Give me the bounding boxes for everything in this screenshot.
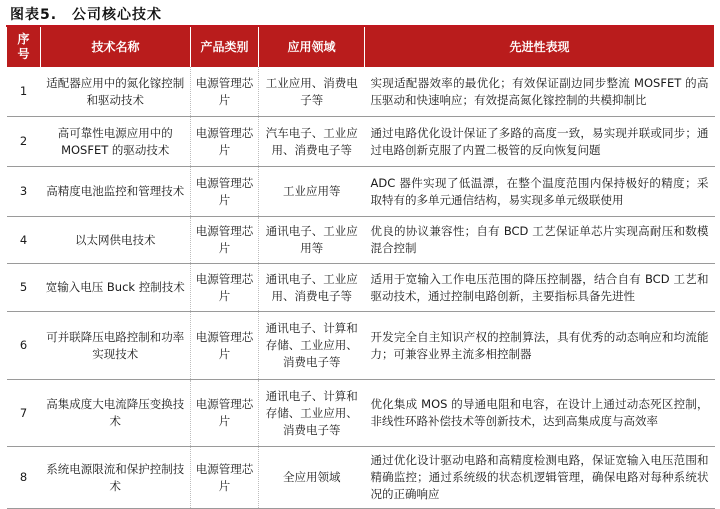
cell-category: 电源管理芯片	[191, 264, 259, 312]
cell-tech-name: 系统电源限流和保护控制技术	[41, 447, 191, 509]
figure-title: 图表5. 公司核心技术	[10, 7, 163, 23]
cell-category: 电源管理芯片	[191, 380, 259, 447]
cell-seq: 8	[7, 447, 41, 509]
cell-application: 汽车电子、工业应用、消费电子等	[259, 117, 365, 167]
table-row	[7, 217, 715, 264]
cell-tech-name: 高集成度大电流降压变换技术	[41, 380, 191, 447]
cell-advantage: 实现适配器效率的最优化；有效保证副边同步整流 MOSFET 的高压驱动和快速响应；有效提高氮化镓控制的共模抑制比	[365, 67, 715, 117]
cell-tech-name: 高可靠性电源应用中的 MOSFET 的驱动技术	[41, 117, 191, 167]
table-row	[7, 447, 715, 509]
cell-seq: 2	[7, 117, 41, 167]
cell-advantage: 优良的协议兼容性；自有 BCD 工艺保证单芯片实现高耐压和数模混合控制	[365, 217, 715, 264]
header-application: 应用领域	[259, 27, 365, 67]
table-row	[7, 380, 715, 447]
cell-application: 工业应用等	[259, 167, 365, 217]
cell-seq: 4	[7, 217, 41, 264]
core-technology-table	[6, 27, 715, 509]
cell-category: 电源管理芯片	[191, 217, 259, 264]
header-advantage: 先进性表现	[365, 27, 715, 67]
table-row	[7, 312, 715, 380]
table-row	[7, 117, 715, 167]
cell-seq: 5	[7, 264, 41, 312]
figure-title-bar	[6, 3, 714, 27]
cell-advantage: ADC 器件实现了低温漂，在整个温度范围内保持极好的精度；采取特有的多单元通信结构，易实现多单元级联使用	[365, 167, 715, 217]
cell-seq: 3	[7, 167, 41, 217]
cell-category: 电源管理芯片	[191, 117, 259, 167]
cell-tech-name: 高精度电池监控和管理技术	[41, 167, 191, 217]
cell-tech-name: 以太网供电技术	[41, 217, 191, 264]
cell-advantage: 开发完全自主知识产权的控制算法，具有优秀的动态响应和均流能力；可兼容业界主流多相控制器	[365, 312, 715, 380]
cell-seq: 7	[7, 380, 41, 447]
table-row	[7, 264, 715, 312]
cell-category: 电源管理芯片	[191, 167, 259, 217]
table-row	[7, 67, 715, 117]
cell-advantage: 通过电路优化设计保证了多路的高度一致，易实现并联或同步；通过电路创新克服了内置二极管的反向恢复问题	[365, 117, 715, 167]
header-product-category: 产品类别	[191, 27, 259, 67]
cell-seq: 1	[7, 67, 41, 117]
cell-category: 电源管理芯片	[191, 67, 259, 117]
cell-category: 电源管理芯片	[191, 312, 259, 380]
cell-advantage: 优化集成 MOS 的导通电阻和电容，在设计上通过动态死区控制，非线性环路补偿技术等创新技术，达到高集成度与高效率	[365, 380, 715, 447]
cell-tech-name: 可并联降压电路控制和功率实现技术	[41, 312, 191, 380]
header-seq: 序号	[7, 27, 41, 67]
cell-advantage: 通过优化设计驱动电路和高精度检测电路，保证宽输入电压范围和精确监控；通过系统级的状态机逻辑管理，确保电路对每种系统状况的正确响应	[365, 447, 715, 509]
cell-advantage: 适用于宽输入工作电压范围的降压控制器，结合自有 BCD 工艺和驱动技术，通过控制电路创新，主要指标具备先进性	[365, 264, 715, 312]
cell-tech-name: 适配器应用中的氮化镓控制和驱动技术	[41, 67, 191, 117]
cell-application: 通讯电子、工业应用、消费电子等	[259, 264, 365, 312]
cell-application: 通讯电子、工业应用等	[259, 217, 365, 264]
cell-application: 全应用领域	[259, 447, 365, 509]
cell-application: 通讯电子、计算和存储、工业应用、消费电子等	[259, 380, 365, 447]
cell-seq: 6	[7, 312, 41, 380]
cell-category: 电源管理芯片	[191, 447, 259, 509]
cell-tech-name: 宽输入电压 Buck 控制技术	[41, 264, 191, 312]
header-tech-name: 技术名称	[41, 27, 191, 67]
table-row	[7, 167, 715, 217]
cell-application: 工业应用、消费电子等	[259, 67, 365, 117]
table-header-row	[7, 27, 715, 67]
cell-application: 通讯电子、计算和存储、工业应用、消费电子等	[259, 312, 365, 380]
